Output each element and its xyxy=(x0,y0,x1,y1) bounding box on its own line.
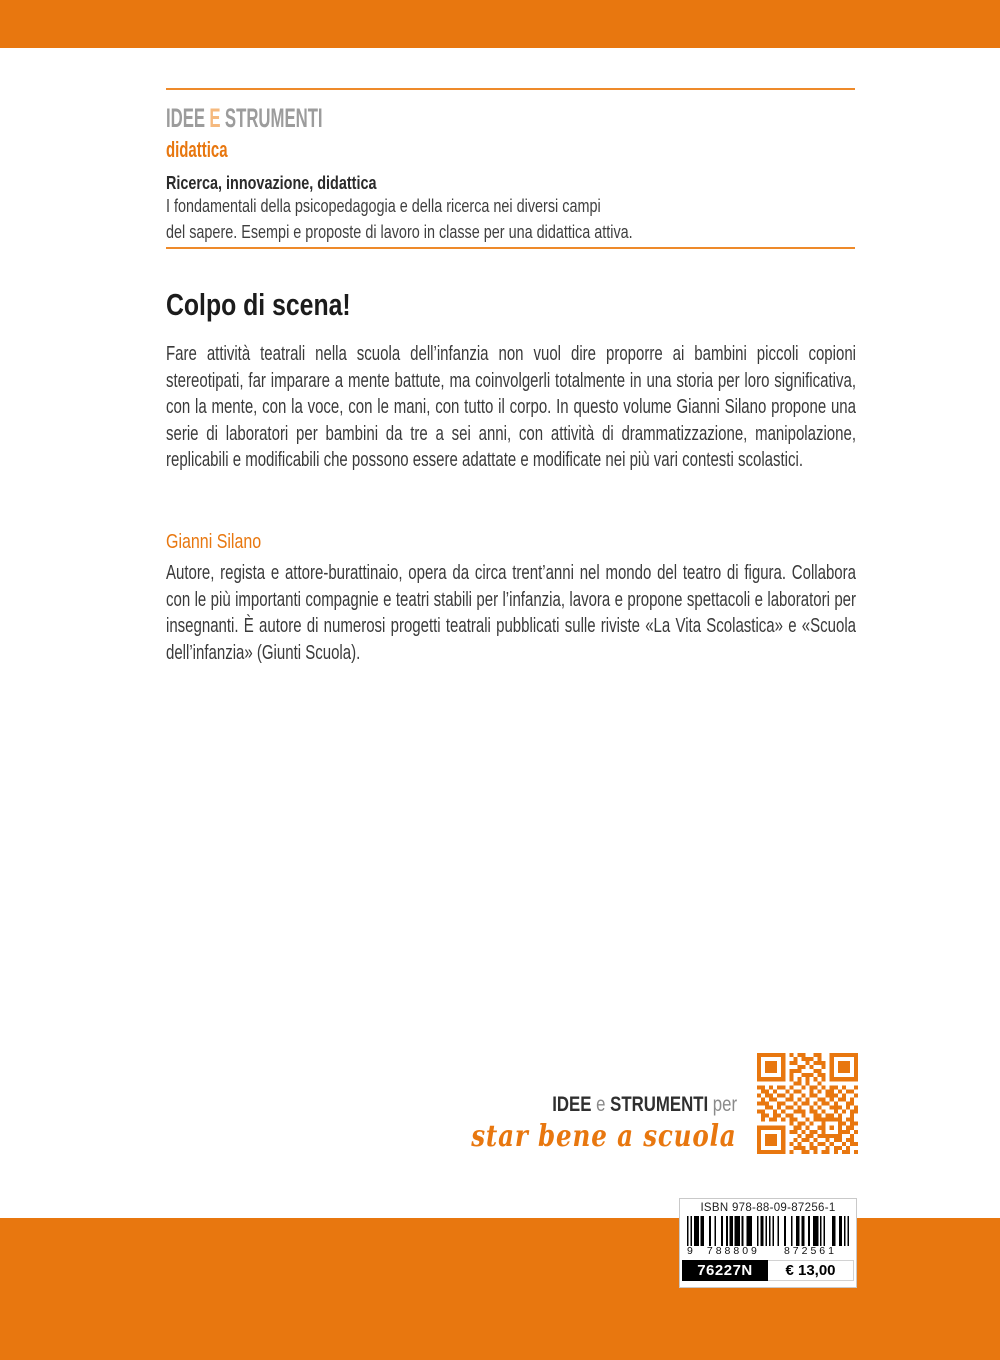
series-title-word2: STRUMENTI xyxy=(224,103,323,133)
series-tagline-heading: Ricerca, innovazione, didattica xyxy=(166,173,377,193)
barcode-digit-first: 9 xyxy=(687,1245,693,1257)
series-title-word1: IDEE xyxy=(166,103,206,133)
brand-word-e: e xyxy=(596,1093,606,1116)
sticker-bottom-row xyxy=(682,1260,854,1281)
top-orange-band xyxy=(0,0,1000,48)
series-title xyxy=(166,103,327,134)
product-code-badge: 76227N xyxy=(682,1260,768,1281)
author-name: Gianni Silano xyxy=(166,531,262,553)
barcode-sticker xyxy=(679,1198,857,1288)
book-title: Colpo di scena! xyxy=(166,287,351,322)
series-subtitle: didattica xyxy=(166,137,228,162)
brand-script-logo: star bene a scuola xyxy=(471,1119,737,1154)
qr-code xyxy=(757,1053,858,1154)
series-tagline-line1-row xyxy=(166,194,749,220)
price-badge: € 13,00 xyxy=(768,1260,854,1281)
series-header xyxy=(166,103,749,246)
barcode-digits xyxy=(687,1246,849,1256)
book-title-row xyxy=(166,287,397,323)
barcode-digit-group2: 872561 xyxy=(772,1246,849,1256)
series-tagline-line1: I fondamentali della psicopedagogia e della ricerca nei diversi campi xyxy=(166,196,601,216)
series-title-conjunction: E xyxy=(209,103,221,133)
series-tagline-line2: del sapere. Esempi e proposte di lavoro in classe per una didattica attiva. xyxy=(166,222,633,242)
brand-word-per: per xyxy=(712,1093,737,1116)
series-tagline-heading-row xyxy=(166,173,749,194)
series-subtitle-row xyxy=(166,137,749,163)
author-bio: Autore, regista e attore-burattinaio, opera da circa trent’anni nel mondo del teatro di figura. Collabora con le più importanti compagnie e teatri stabili per l’infanzia, lavora e propone spettacoli e laboratori per insegnanti. È autore di numerosi progetti teatrali pubblicati sulle riviste «La Vita Scolastica» e «Scuola dell’infanzia» (Giunti Scuola). xyxy=(166,562,856,664)
author-name-row xyxy=(166,531,285,554)
barcode-digit-group1: 788809 xyxy=(695,1246,772,1256)
series-tagline-line2-row xyxy=(166,220,749,246)
brand-line xyxy=(413,1093,737,1117)
qr-code-icon xyxy=(757,1053,858,1154)
book-description: Fare attività teatrali nella scuola dell’infanzia non vuol dire proporre ai bambini piccoli copioni stereotipati, far imparare a mente battute, ma coinvolgerli totalmente in una storia per loro significativa, con la mente, con la voce, con le mani, con tutto il corpo. In questo volume Gianni Silano propone una serie di laboratori per bambini da tre a sei anni, con attività di drammatizzazione, manipolazione, replicabili e modificabili che possono essere adattate e modificate nei più vari contesti scolastici. xyxy=(166,343,856,471)
brand-word-idee: IDEE xyxy=(552,1093,592,1116)
ean-barcode xyxy=(687,1216,849,1256)
publisher-brand-block xyxy=(413,1093,737,1154)
header-divider-bottom xyxy=(166,247,855,249)
brand-script-row xyxy=(413,1119,737,1154)
brand-line-text xyxy=(552,1093,737,1117)
isbn-text: ISBN 978-88-09-87256-1 xyxy=(700,1202,836,1214)
brand-word-strumenti: STRUMENTI xyxy=(610,1093,709,1116)
header-divider-top xyxy=(166,88,855,90)
